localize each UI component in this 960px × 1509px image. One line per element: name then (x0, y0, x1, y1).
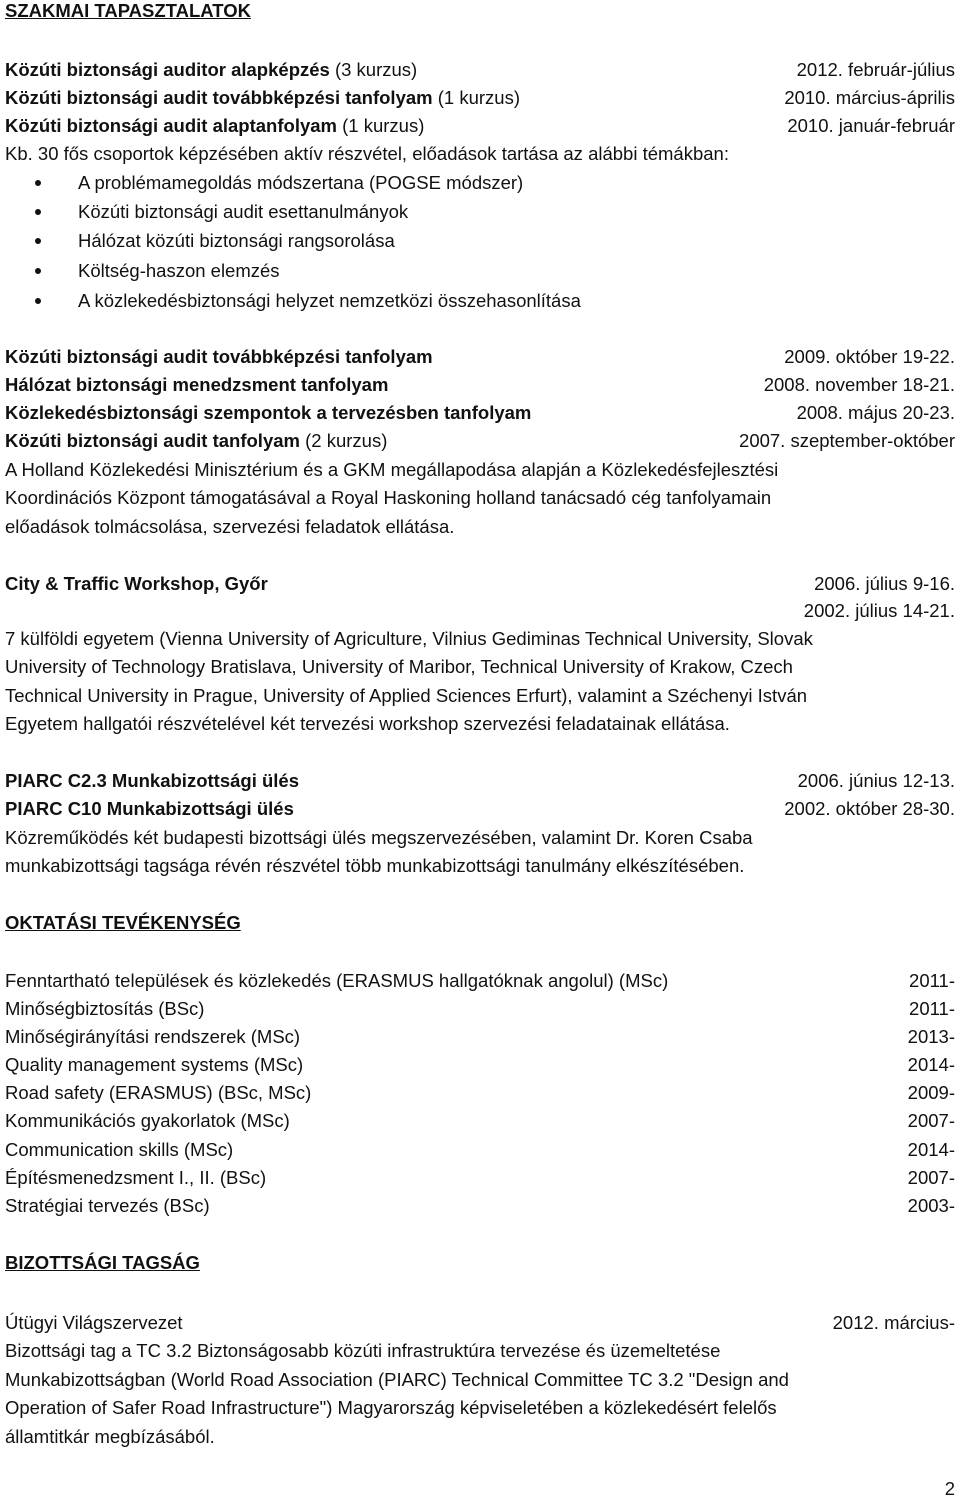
training-row-2-date: 2008. november 18-21. (763, 374, 955, 395)
bullet-item: A közlekedésbiztonsági helyzet nemzetközi összehasonlítása (5, 288, 955, 314)
training-paragraph-line: Koordinációs Központ támogatásával a Royal Haskoning holland tanácsadó cég tanfolyamain (5, 487, 772, 508)
course-row: Minőségbiztosítás (BSc) 2011- (5, 998, 955, 1019)
audit-row-2: Közúti biztonsági audit továbbképzési tanfolyam (1 kurzus) 2010. március-április (5, 85, 955, 111)
piarc-row-2: PIARC C10 Munkabizottsági ülés 2002. október 28-30. (5, 796, 955, 822)
workshop-paragraph-line: University of Technology Bratislava, University of Maribor, Technical University of Krakow, Czech (5, 656, 793, 677)
workshop-paragraph-line: Egyetem hallgatói részvételével két tervezési workshop szervezési feladatainak ellátása. (5, 713, 730, 734)
bullet-icon (35, 238, 41, 244)
course-row: Kommunikációs gyakorlatok (MSc) 2007- (5, 1110, 955, 1131)
section-title-bizottsagi: BIZOTTSÁGI TAGSÁG (5, 1252, 200, 1273)
course-row: Építésmenedzsment I., II. (BSc) 2007- (5, 1167, 955, 1188)
workshop-title: City & Traffic Workshop, Győr (5, 573, 268, 594)
training-paragraph-line: A Holland Közlekedési Minisztérium és a GKM megállapodása alapján a Közlekedésfejlesztési (5, 459, 779, 480)
piarc-paragraph-line: Közreműködés két budapesti bizottsági ülés megszervezésében, valamint Dr. Koren Csaba (5, 827, 753, 848)
workshop-paragraph-line: Technical University in Prague, University of Applied Sciences Erfurt), valamint a Széchenyi István (5, 685, 808, 706)
section-title-szakmai: SZAKMAI TAPASZTALATOK (5, 0, 251, 21)
course-row: Road safety (ERASMUS) (BSc, MSc) 2009- (5, 1082, 955, 1103)
audit-row-3-date: 2010. január-február (787, 115, 955, 136)
audit-row-2-date: 2010. március-április (784, 87, 955, 108)
bullet-item: A problémamegoldás módszertana (POGSE módszer) (5, 170, 955, 196)
committee-paragraph-line: államtitkár megbízásából. (5, 1426, 215, 1447)
committee-paragraph-line: Bizottsági tag a TC 3.2 Biztonságosabb közúti infrastruktúra tervezése és üzemeltetése (5, 1340, 721, 1361)
course-row: Stratégiai tervezés (BSc) 2003- (5, 1195, 955, 1216)
course-row: Minőségirányítási rendszerek (MSc) 2013- (5, 1026, 955, 1047)
piarc-paragraph-line: munkabizottsági tagsága révén részvétel több munkabizottsági tanulmány elkészítésében. (5, 855, 745, 876)
workshop-date-2: 2002. július 14-21. (803, 600, 955, 621)
committee-name: Útügyi Világszervezet (5, 1312, 183, 1333)
audit-row-1-date: 2012. február-július (796, 59, 955, 80)
section-title-oktatasi: OKTATÁSI TEVÉKENYSÉG (5, 912, 241, 933)
bullet-icon (35, 298, 41, 304)
committee-paragraph-line: Munkabizottságban (World Road Association (PIARC) Technical Committee TC 3.2 "Design and (5, 1369, 789, 1390)
workshop-row-2 (5, 598, 955, 624)
piarc-row-1-date: 2006. június 12-13. (797, 770, 955, 791)
committee-row (5, 1310, 955, 1336)
page-number: 2 (944, 1478, 955, 1499)
committee-paragraph-line: Operation of Safer Road Infrastructure") Magyarország képviseletében a közlekedésért felelős (5, 1397, 777, 1418)
bullet-icon (35, 180, 41, 186)
training-row-1-date: 2009. október 19-22. (784, 346, 955, 367)
audit-row-1: Közúti biztonsági auditor alapképzés (3 kurzus) 2012. február-július (5, 57, 955, 83)
kb-line: Kb. 30 fős csoportok képzésében aktív részvétel, előadások tartása az alábbi témákban: (5, 143, 729, 164)
workshop-paragraph-line: 7 külföldi egyetem (Vienna University of Agriculture, Vilnius Gediminas Technical University, Slovak (5, 628, 813, 649)
workshop-date-1: 2006. július 9-16. (814, 573, 955, 594)
committee-date: 2012. március- (832, 1312, 955, 1333)
training-row-4: Közúti biztonsági audit tanfolyam (2 kurzus) 2007. szeptember-október (5, 428, 955, 454)
bullet-icon (35, 209, 41, 215)
bullet-item: Közúti biztonsági audit esettanulmányok (5, 199, 955, 225)
piarc-row-2-date: 2002. október 28-30. (784, 798, 955, 819)
training-row-2: Hálózat biztonsági menedzsment tanfolyam 2008. november 18-21. (5, 372, 955, 398)
workshop-row (5, 571, 955, 597)
course-row: Fenntartható települések és közlekedés (ERASMUS hallgatóknak angolul) (MSc) 2011- (5, 970, 955, 991)
piarc-row-1: PIARC C2.3 Munkabizottsági ülés 2006. június 12-13. (5, 768, 955, 794)
audit-row-3: Közúti biztonsági audit alaptanfolyam (1 kurzus) 2010. január-február (5, 113, 955, 139)
bullet-item: Hálózat közúti biztonsági rangsorolása (5, 228, 955, 254)
training-row-4-date: 2007. szeptember-október (739, 430, 955, 451)
bullet-item: Költség-haszon elemzés (5, 258, 955, 284)
course-row: Communication skills (MSc) 2014- (5, 1139, 955, 1160)
training-paragraph-line: előadások tolmácsolása, szervezési feladatok ellátása. (5, 516, 455, 537)
course-row: Quality management systems (MSc) 2014- (5, 1054, 955, 1075)
training-row-3-date: 2008. május 20-23. (796, 402, 955, 423)
training-row-3: Közlekedésbiztonsági szempontok a tervezésben tanfolyam 2008. május 20-23. (5, 400, 955, 426)
training-row-1: Közúti biztonsági audit továbbképzési tanfolyam 2009. október 19-22. (5, 344, 955, 370)
bullet-icon (35, 268, 41, 274)
